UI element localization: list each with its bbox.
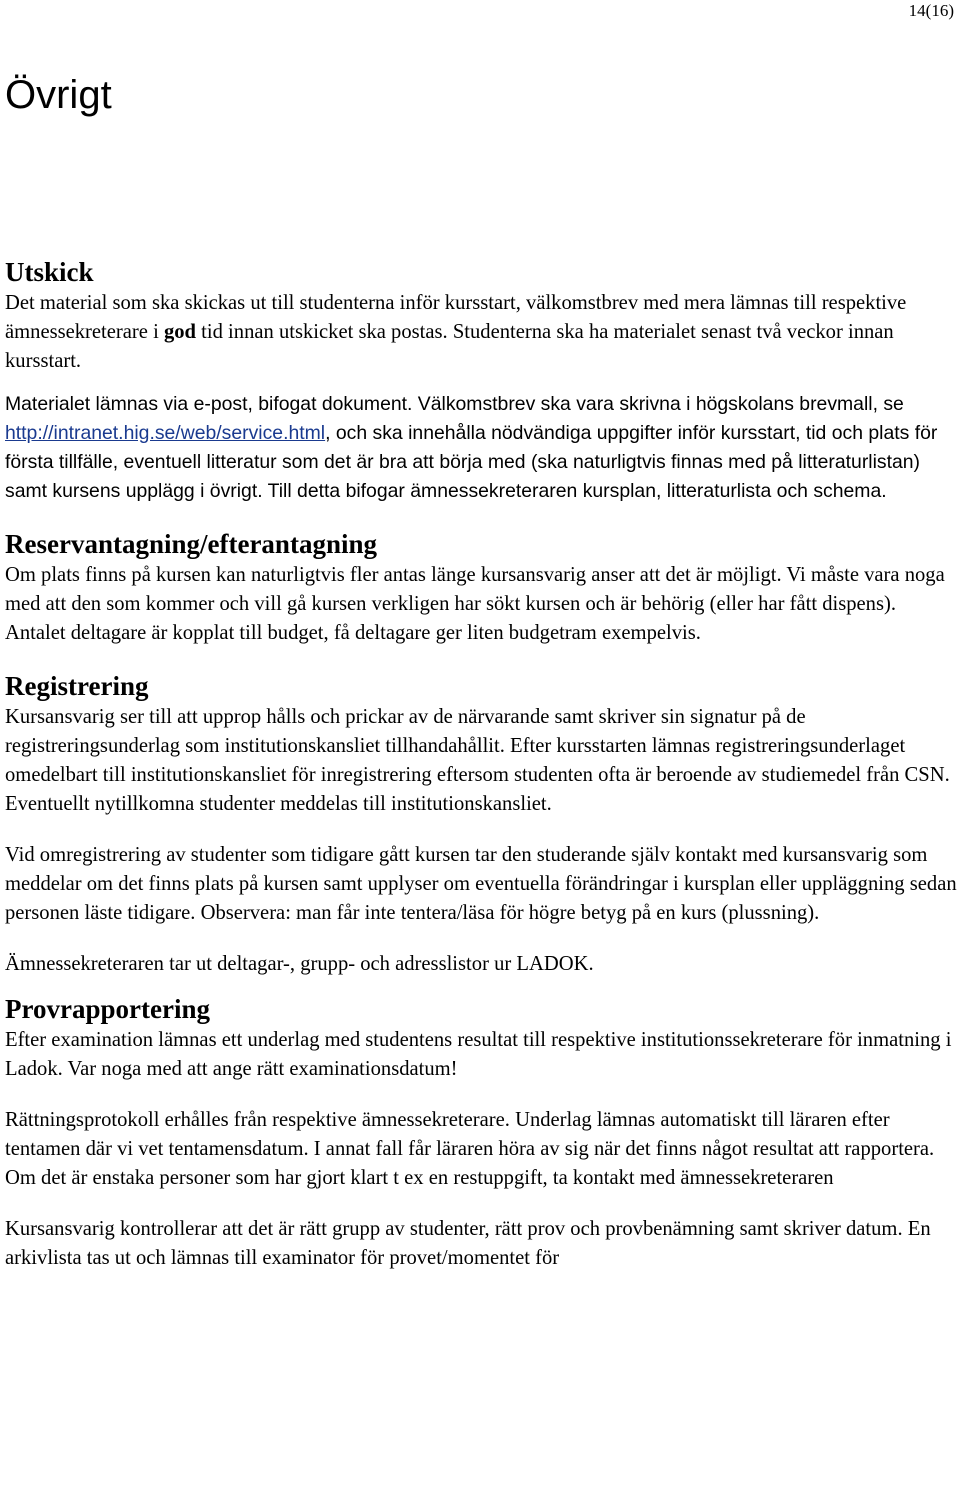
section-provrapportering [5, 993, 957, 1273]
paragraph-registrering-3: Ämnessekreteraren tar ut deltagar-, grupp- och adresslistor ur LADOK. [5, 953, 594, 975]
section-heading-provrapportering: Provrapportering [5, 994, 210, 1024]
section-registrering [5, 670, 957, 979]
paragraph-utskick-1 [5, 289, 957, 376]
text-run: Materialet lämnas via e-post, bifogat dokument. Välkomstbrev ska vara skrivna i högskolans brevmall, se [5, 393, 904, 415]
section-heading-reservantagning: Reservantagning/efterantagning [5, 529, 377, 559]
bold-text-god: god [163, 321, 197, 343]
text-run: , och ska innehålla nödvändiga uppgifter inför kursstart, tid och plats för första tillfälle, eventuell litteratur som det är bra att börja med (ska naturligtvis finnas med på litteraturlistan) samt kursens upplägg i övrigt. Till detta bifogar ämnessekreteraren kursplan, litteraturlista och schema. [5, 422, 938, 502]
text-run: Det material som ska skickas ut till studenterna inför kursstart, välkomstbrev med mera lämnas till respektive ämnessekreterare i [5, 292, 907, 343]
page-title: Övrigt [5, 73, 112, 117]
section-heading-utskick: Utskick [5, 257, 94, 287]
section-reservantagning [5, 528, 957, 648]
document-body [5, 256, 957, 1273]
paragraph-registrering-2: Vid omregistrering av studenter som tidigare gått kursen tar den studerande själv kontakt med kursansvarig som meddelar om det finns plats på kursen samt upplyser om eventuella förändringar i kursplan eller uppläggning sedan personen läste tidigare. Observera: man får inte tentera/läsa för högre betyg på en kurs (plussning). [5, 844, 957, 924]
paragraph-registrering-1: Kursansvarig ser till att upprop hålls och prickar av de närvarande samt skriver sin signatur på de registreringsunderlag som institutionskansliet tillhandahållit. Efter kursstarten lämnas registreringsunderlaget omedelbart till institutionskansliet för inregistrering eftersom studenten ofta är beroende av studiemedel från CSN. Eventuellt nytillkomna studenter meddelas till institutionskansliet. [5, 706, 950, 815]
page-number: 14(16) [908, 1, 954, 20]
intranet-link[interactable]: http://intranet.hig.se/web/service.html [5, 422, 326, 444]
section-utskick [5, 256, 957, 506]
paragraph-reservantagning-1: Om plats finns på kursen kan naturligtvis fler antas länge kursansvarig anser att det är möjligt. Vi måste vara noga med att den som kommer och vill gå kursen verkligen har sökt kursen och är behörig (eller har fått dispens). Antalet deltagare är kopplat till budget, få deltagare ger liten budgetram exempelvis. [5, 564, 945, 644]
paragraph-provrapportering-1: Efter examination lämnas ett underlag med studentens resultat till respektive institutionssekreterare för inmatning i Ladok. Var noga med att ange rätt examinationsdatum! [5, 1029, 952, 1080]
paragraph-provrapportering-2: Rättningsprotokoll erhålles från respektive ämnessekreterare. Underlag lämnas automatiskt till läraren efter tentamen där vi vet tentamensdatum. I annat fall får läraren höra av sig när det finns något resultat att rapportera. Om det är enstaka personer som har gjort klart t ex en restuppgift, ta kontakt med ämnessekreteraren [5, 1109, 935, 1189]
text-run: tid innan utskicket ska postas. Studenterna ska ha materialet senast två veckor innan kursstart. [5, 321, 894, 372]
paragraph-provrapportering-3: Kursansvarig kontrollerar att det är rätt grupp av studenter, rätt prov och provbenämning samt skriver datum. En arkivlista tas ut och lämnas till examinator för provet/momentet för [5, 1218, 931, 1269]
paragraph-utskick-2 [5, 390, 957, 506]
section-heading-registrering: Registrering [5, 671, 149, 701]
